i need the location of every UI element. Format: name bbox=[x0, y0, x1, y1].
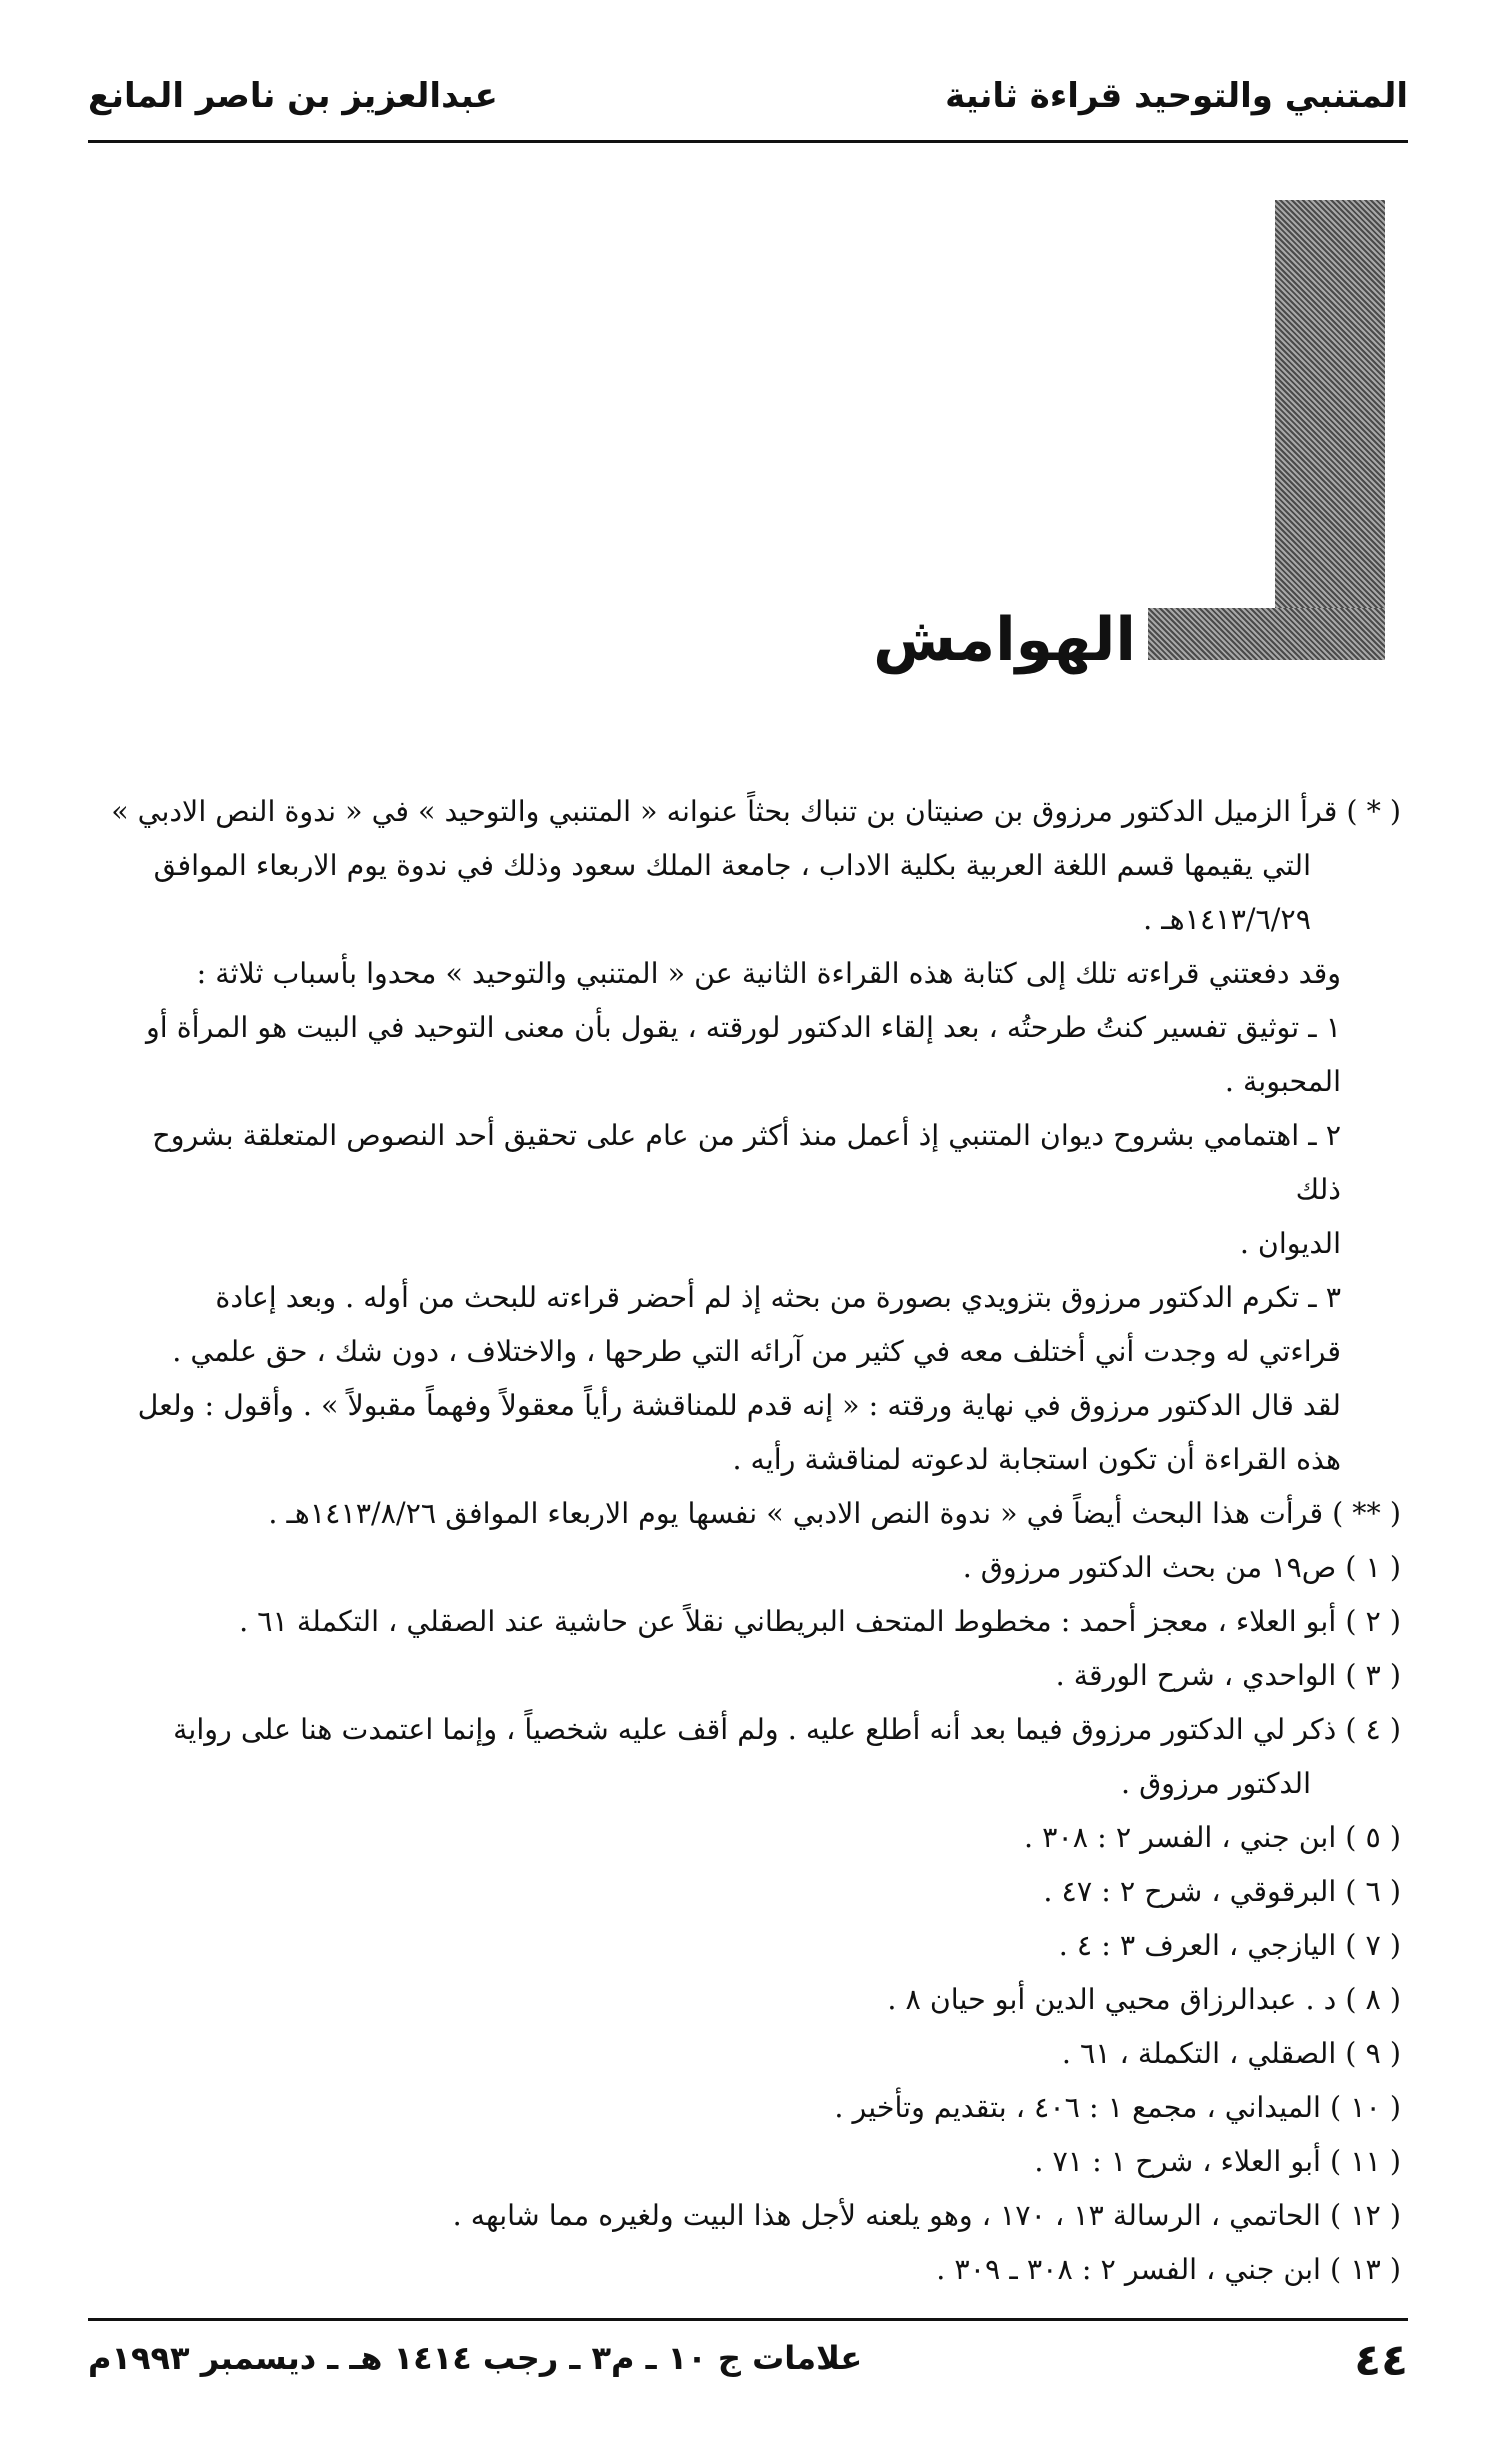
footnotes bbox=[100, 785, 1401, 2297]
note-line: ( ٩ ) الصقلي ، التكملة ، ٦١ . bbox=[1061, 2037, 1401, 2070]
section-title: الهوامش bbox=[863, 605, 1146, 675]
decorative-vertical-bar bbox=[1275, 200, 1385, 660]
note-line: وقد دفعتني قراءته تلك إلى كتابة هذه القراءة الثانية عن « المتنبي والتوحيد » محدوا بأسباب ثلاثة : bbox=[196, 957, 1341, 990]
note-line: ( ١١ ) أبو العلاء ، شرح ١ : ٧١ . bbox=[1034, 2145, 1401, 2178]
page-header bbox=[88, 70, 1408, 143]
note-line: هذه القراءة أن تكون استجابة لدعوته لمناقشة رأيه . bbox=[732, 1443, 1341, 1476]
running-title: المتنبي والتوحيد قراءة ثانية bbox=[945, 76, 1408, 116]
note-line: التي يقيمها قسم اللغة العربية بكلية الاداب ، جامعة الملك سعود وذلك في ندوة يوم الاربعاء الموافق bbox=[153, 849, 1311, 882]
note-line: ١٤١٣/٦/٢٩هـ . bbox=[1143, 903, 1311, 936]
note-line: المحبوبة . bbox=[1224, 1065, 1341, 1098]
note-line: ( ٣ ) الواحدي ، شرح الورقة . bbox=[1055, 1659, 1401, 1692]
note-line: ١ ـ توثيق تفسير كنتُ طرحتُه ، بعد إلقاء الدكتور لورقته ، يقول بأن معنى التوحيد في البيت هو المرأة أو bbox=[145, 1011, 1341, 1044]
note-line: ( ٤ ) ذكر لي الدكتور مرزوق فيما بعد أنه أطلع عليه . ولم أقف عليه شخصياً ، وإنما اعتمدت هنا على رواية bbox=[173, 1713, 1401, 1746]
note-line: ( ١ ) ص١٩ من بحث الدكتور مرزوق . bbox=[962, 1551, 1401, 1584]
note-line: ( ٨ ) د . عبدالرزاق محيي الدين أبو حيان ٨ . bbox=[887, 1983, 1401, 2016]
note-line: ( ٢ ) أبو العلاء ، معجز أحمد : مخطوط المتحف البريطاني نقلاً عن حاشية عند الصقلي ، التكملة ٦١ . bbox=[239, 1605, 1401, 1638]
note-line: قراءتي له وجدت أني أختلف معه في كثير من آرائه التي طرحها ، والاختلاف ، دون شك ، حق علمي . bbox=[172, 1335, 1341, 1368]
note-line: ( ١٠ ) الميداني ، مجمع ١ : ٤٠٦ ، بتقديم وتأخير . bbox=[834, 2091, 1401, 2124]
note-line: ( ** ) قرأت هذا البحث أيضاً في « ندوة النص الادبي » نفسها يوم الاربعاء الموافق ١٤١٣/٨/٢٦هـ . bbox=[268, 1497, 1401, 1530]
note-line: ٣ ـ تكرم الدكتور مرزوق بتزويدي بصورة من بحثه إذ لم أحضر قراءته للبحث من أوله . وبعد إعادة bbox=[215, 1281, 1341, 1314]
note-line: ( ١٣ ) ابن جني ، الفسر ٢ : ٣٠٨ ـ ٣٠٩ . bbox=[936, 2253, 1401, 2286]
note-line: الدكتور مرزوق . bbox=[1120, 1767, 1311, 1800]
page-footer bbox=[88, 2318, 1408, 2401]
note-line: ( ١٢ ) الحاتمي ، الرسالة ١٣ ، ١٧٠ ، وهو يلعنه لأجل هذا البيت ولغيره مما شابهه . bbox=[452, 2199, 1401, 2232]
note-line: ( ٥ ) ابن جني ، الفسر ٢ : ٣٠٨ . bbox=[1024, 1821, 1401, 1854]
note-line: ( ٧ ) اليازجي ، العرف ٣ : ٤ . bbox=[1058, 1929, 1401, 1962]
note-line: ( ٦ ) البرقوقي ، شرح ٢ : ٤٧ . bbox=[1043, 1875, 1401, 1908]
note-line: الديوان . bbox=[1239, 1227, 1341, 1260]
note-line: لقد قال الدكتور مرزوق في نهاية ورقته : « إنه قدم للمناقشة رأياً معقولاً وفهماً مقبولاً » . وأقول : ولعل bbox=[137, 1389, 1341, 1422]
page-number: ٤٤ bbox=[1354, 2335, 1408, 2386]
note-line: ٢ ـ اهتمامي بشروح ديوان المتنبي إذ أعمل منذ أكثر من عام على تحقيق أحد النصوص المتعلقة بشروح ذلك bbox=[152, 1119, 1341, 1206]
note-line: ( * ) قرأ الزميل الدكتور مرزوق بن صنيتان بن تنباك بحثاً عنوانه « المتنبي والتوحيد » في « ندوة النص الادبي » bbox=[111, 795, 1401, 828]
decorative-horizontal-bar bbox=[1148, 608, 1385, 660]
journal-citation: علامات ج ١٠ ـ م٣ ـ رجب ١٤١٤ هـ ـ ديسمبر ١٩٩٣م bbox=[88, 2339, 863, 2377]
author-name: عبدالعزيز بن ناصر المانع bbox=[88, 76, 498, 116]
